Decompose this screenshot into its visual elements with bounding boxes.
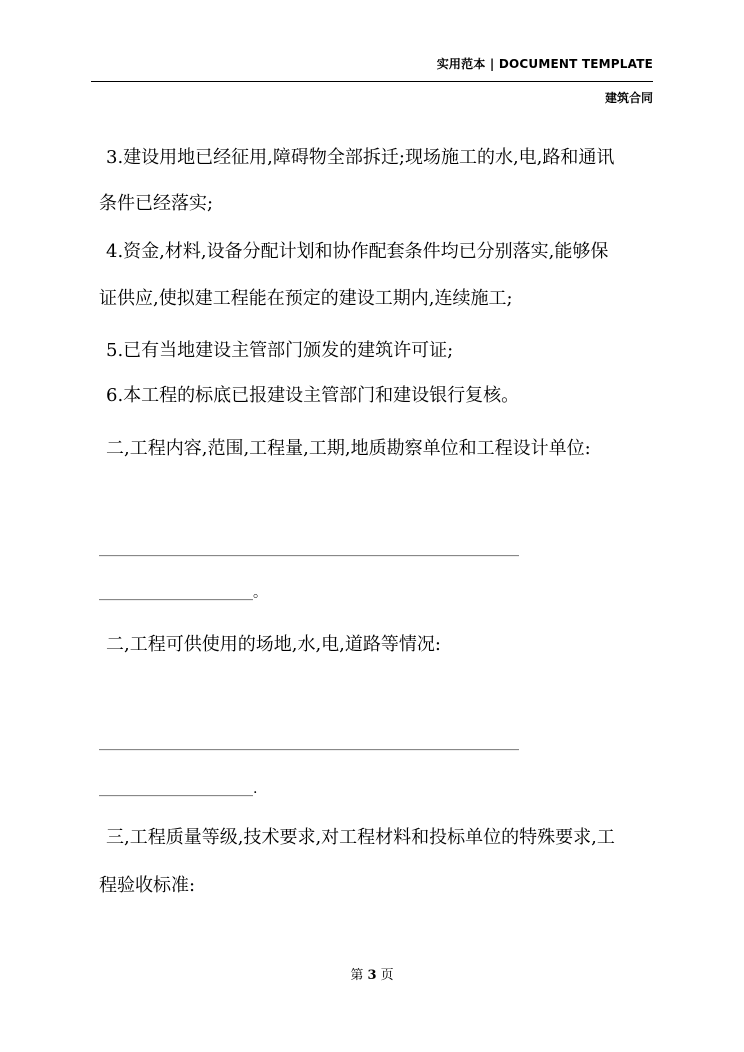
section-site-heading: 二,工程可供使用的场地,水,电,道路等情况: [106,634,441,655]
item-5: 5.已有当地建设主管部门颁发的建筑许可证; [106,340,454,361]
header-title: 实用范本 | DOCUMENT TEMPLATE [436,57,653,71]
section-quality-line-2: 程验收标准: [99,875,196,896]
section-quality-line-1: 三,工程质量等级,技术要求,对工程材料和投标单位的特殊要求,工 [106,827,615,848]
blank-line-a-2: ______________________。 [99,585,267,601]
header-divider [91,81,653,82]
page-number-suffix: 页 [380,968,394,983]
item-6: 6.本工程的标底已报建设主管部门和建设银行复核。 [106,385,520,406]
page-number-prefix: 第 [350,968,364,983]
page-number [0,964,744,983]
item-4-line-1: 4.资金,材料,设备分配计划和协作配套条件均已分别落实,能够保 [106,241,609,262]
blank-line-b-1: ____________________________________________________________ [99,735,519,751]
item-4-line-2: 证供应,使拟建工程能在预定的建设工期内,连续施工; [99,288,513,309]
item-3-line-2: 条件已经落实; [99,193,214,214]
page-number-value: 3 [367,968,377,983]
header-subtitle: 建筑合同 [604,91,653,105]
blank-line-b-2: ______________________. [99,781,258,797]
item-3-line-1: 3.建设用地已经征用,障碍物全部拆迁;现场施工的水,电,路和通讯 [106,147,615,168]
blank-line-a-1: ____________________________________________________________ [99,541,519,557]
section-scope-heading: 二,工程内容,范围,工程量,工期,地质勘察单位和工程设计单位: [106,438,591,459]
